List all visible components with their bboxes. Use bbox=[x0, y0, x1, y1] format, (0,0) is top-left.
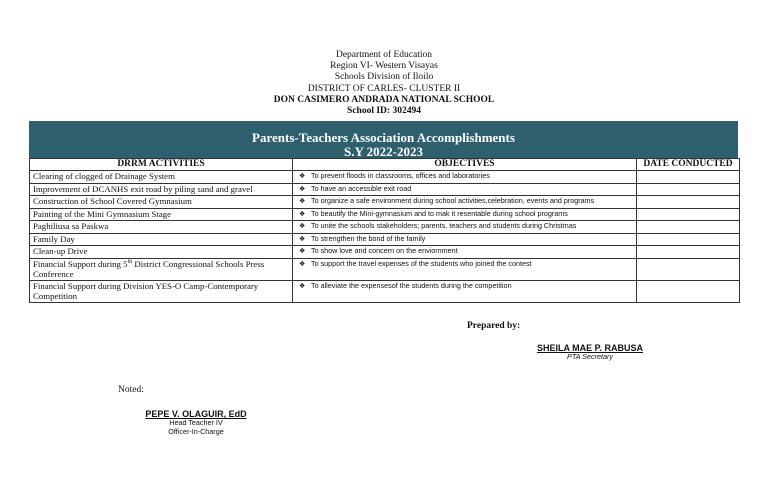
diamond-bullet-icon: ❖ bbox=[299, 198, 306, 205]
activity-cell: Clean-up Drive bbox=[30, 246, 293, 259]
banner-year: S.Y 2022-2023 bbox=[344, 144, 423, 159]
table-row bbox=[30, 280, 740, 302]
ordinal-suffix: th bbox=[127, 258, 133, 265]
column-header-date: DATE CONDUCTED bbox=[637, 159, 740, 171]
activity-cell: Construction of School Covered Gymnasium bbox=[30, 196, 293, 209]
banner-title: Parents-Teachers Association Accomplishments bbox=[252, 130, 515, 145]
school-name: DON CASIMERO ANDRADA NATIONAL SCHOOL bbox=[273, 94, 495, 105]
accomplishments-table bbox=[29, 158, 740, 303]
header-line-department: Department of Education bbox=[335, 50, 433, 60]
date-cell bbox=[637, 246, 740, 259]
header-line-division: Schools Division of Iloilo bbox=[334, 72, 434, 83]
activity-cell: Painting of the Mini Gymnasium Stage bbox=[30, 208, 293, 221]
column-header-activities: DRRM ACTIVITIES bbox=[30, 159, 293, 171]
prepared-by-label: Prepared by: bbox=[467, 321, 521, 331]
prepared-by-name: SHEILA MAE P. RABUSA bbox=[536, 343, 643, 353]
date-cell bbox=[637, 171, 740, 184]
table-row bbox=[30, 221, 740, 234]
header-line-region: Region VI- Western Visayas bbox=[330, 61, 438, 72]
table-row bbox=[30, 183, 740, 196]
objective-cell bbox=[293, 196, 637, 209]
objective-cell bbox=[293, 280, 637, 302]
diamond-bullet-icon: ❖ bbox=[299, 282, 306, 290]
objective-text: To have an accessible exit road bbox=[311, 183, 412, 193]
date-cell bbox=[637, 233, 740, 246]
prepared-by-role: PTA Secretary bbox=[567, 352, 613, 361]
objective-cell bbox=[293, 208, 637, 221]
activity-cell: Paghiliusa sa Paskwa bbox=[30, 221, 293, 234]
objective-text: To organize a safe environment during school activities,celebration, events and programs bbox=[311, 196, 595, 205]
activity-cell: Improvement of DCANHS exit road by piling sand and gravel bbox=[30, 183, 293, 196]
diamond-bullet-icon: ❖ bbox=[299, 185, 306, 193]
diamond-bullet-icon: ❖ bbox=[299, 235, 306, 243]
objective-text: To show love and concern on the enviornment bbox=[311, 246, 458, 255]
activity-cell bbox=[30, 258, 293, 280]
date-cell bbox=[637, 183, 740, 196]
table-header-row bbox=[30, 159, 740, 171]
activity-cell: Family Day bbox=[30, 233, 293, 246]
table-row bbox=[30, 233, 740, 246]
objective-cell bbox=[293, 171, 637, 184]
diamond-bullet-icon: ❖ bbox=[299, 223, 306, 230]
objective-cell bbox=[293, 183, 637, 196]
diamond-bullet-icon: ❖ bbox=[299, 173, 306, 180]
noted-label: Noted: bbox=[118, 385, 144, 395]
objective-text: To prevent floods in classrooms, offices and laboratories bbox=[311, 171, 490, 180]
table-row bbox=[30, 171, 740, 184]
activity-text-end: District Congressional Schools Press Conference bbox=[33, 258, 265, 279]
date-cell bbox=[637, 258, 740, 280]
header-line-district: DISTRICT OF CARLES- CLUSTER II bbox=[307, 83, 461, 94]
table-row bbox=[30, 246, 740, 259]
objective-text: To support the travel expenses of the students who joined the contest bbox=[311, 258, 532, 268]
diamond-bullet-icon: ❖ bbox=[299, 210, 306, 218]
noted-by-role-office: Officer-In-Charge bbox=[168, 426, 224, 436]
date-cell bbox=[637, 280, 740, 302]
document-header bbox=[0, 50, 768, 117]
objective-cell bbox=[293, 221, 637, 234]
objective-text: To beautify the Mini-gymnasium and to mak it resentable during school programs bbox=[311, 208, 568, 218]
table-row bbox=[30, 258, 740, 280]
objective-text: To strengthen the bond of the family bbox=[311, 233, 426, 243]
noted-by-role-title: Head Teacher IV bbox=[169, 418, 223, 427]
title-banner bbox=[29, 121, 738, 158]
objective-text: To unite the schools stakeholders; parents, teachers and students during Christmas bbox=[311, 221, 577, 230]
date-cell bbox=[637, 196, 740, 209]
table-row bbox=[30, 196, 740, 209]
school-id: School ID: 302494 bbox=[347, 106, 421, 117]
date-cell bbox=[637, 208, 740, 221]
objective-text: To alleviate the expensesof the students during the competition bbox=[311, 280, 512, 290]
table-row bbox=[30, 208, 740, 221]
date-cell bbox=[637, 221, 740, 234]
objective-cell bbox=[293, 246, 637, 259]
diamond-bullet-icon: ❖ bbox=[299, 248, 306, 255]
noted-signature-block bbox=[138, 409, 254, 436]
column-header-objectives: OBJECTIVES bbox=[293, 159, 637, 171]
objective-cell bbox=[293, 258, 637, 280]
activity-cell: Clearing of clogged of Drainage System bbox=[30, 171, 293, 184]
diamond-bullet-icon: ❖ bbox=[299, 260, 306, 268]
prepared-signature-block bbox=[526, 343, 654, 362]
activity-cell: Financial Support during Division YES-O Camp-Contemporary Competition bbox=[30, 280, 293, 302]
noted-by-name: PEPE V. OLAGUIR, EdD bbox=[145, 409, 247, 419]
objective-cell bbox=[293, 233, 637, 246]
activity-text-start: Financial Support during 5 bbox=[33, 258, 128, 269]
